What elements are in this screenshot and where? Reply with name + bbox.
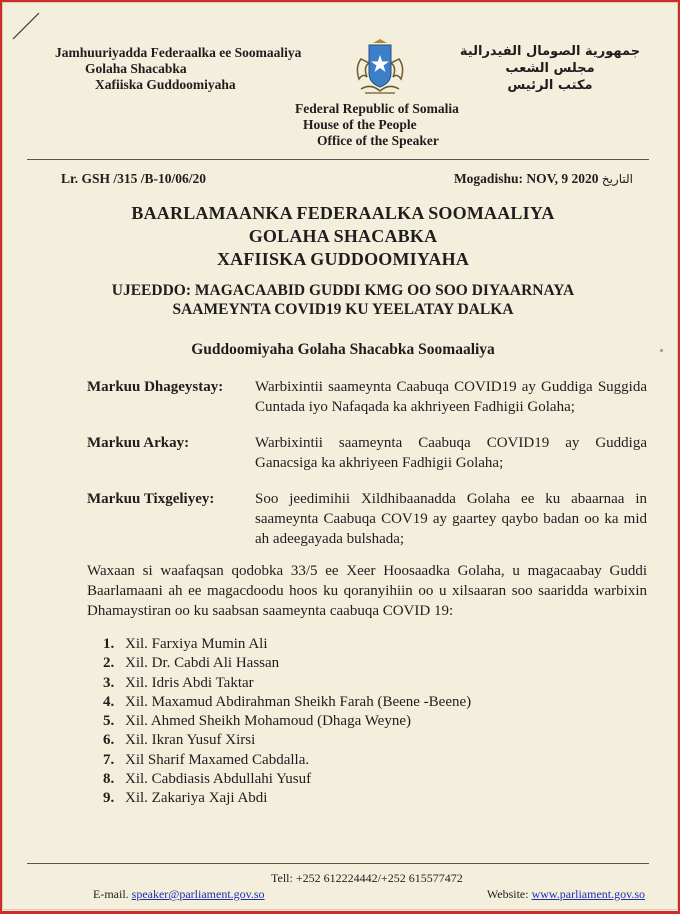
date-value: Mogadishu: NOV, 9 2020 bbox=[453, 171, 599, 186]
clause-considered bbox=[87, 489, 647, 549]
folded-corner-mark bbox=[11, 11, 41, 41]
member-number: 8. bbox=[103, 771, 115, 788]
clause-heard bbox=[87, 377, 647, 417]
institution-title-line: BAARLAMAANKA FEDERAALKA SOOMAALIYA bbox=[131, 203, 555, 223]
subject-title bbox=[3, 281, 678, 319]
member-name: Xil Sharif Maxamed Cabdalla. bbox=[125, 751, 310, 768]
header-arabic-line: جمهورية الصومال الفيدرالية bbox=[459, 44, 641, 59]
header-arabic bbox=[455, 43, 645, 94]
header-arabic-line: مجلس الشعب bbox=[505, 61, 595, 76]
list-item bbox=[103, 693, 523, 712]
letter-page bbox=[2, 2, 678, 910]
email-link[interactable]: speaker@parliament.gov.so bbox=[131, 887, 265, 901]
clause-label: Markuu Arkay: bbox=[87, 435, 190, 451]
list-item bbox=[103, 654, 523, 673]
member-name: Xil. Cabdiasis Abdullahi Yusuf bbox=[125, 771, 312, 788]
list-item bbox=[103, 674, 523, 693]
clause-text: Warbixintii saameynta Caabuqa COVID19 ay Guddiga Ganacsiga ka akhriyeen Fadhigii Golaha; bbox=[255, 435, 647, 471]
list-item bbox=[103, 635, 523, 654]
footer-divider bbox=[27, 863, 649, 864]
website-label: Website: bbox=[486, 887, 529, 901]
footer-website bbox=[487, 887, 645, 902]
committee-member-list bbox=[103, 635, 523, 809]
member-number: 6. bbox=[103, 732, 115, 749]
member-name: Xil. Ahmed Sheikh Mohamoud (Dhaga Weyne) bbox=[125, 713, 411, 730]
footer-email bbox=[93, 887, 265, 902]
somalia-coat-of-arms-icon bbox=[349, 37, 411, 99]
header-english bbox=[295, 101, 475, 149]
letter-date bbox=[454, 171, 633, 187]
header-somali bbox=[55, 45, 315, 93]
reference-number: Lr. GSH /315 /B-10/06/20 bbox=[61, 171, 207, 186]
issuer-title: Guddoomiyaha Golaha Shacabka Soomaaliya bbox=[191, 341, 495, 358]
clause-text: Warbixintii saameynta Caabuqa COVID19 ay Guddiga Suggida Cuntada iyo Nafaqada ka akhriyeen Fadhigii Golaha; bbox=[255, 379, 647, 415]
subject-title-line: UJEEDDO: MAGACAABID GUDDI KMG OO SOO DIYAARNAYA bbox=[111, 282, 575, 299]
list-item bbox=[103, 770, 523, 789]
date-label-arabic: التاريخ bbox=[601, 172, 633, 186]
member-name: Xil. Maxamud Abdirahman Sheikh Farah (Beene -Beene) bbox=[125, 693, 472, 710]
member-name: Xil. Ikran Yusuf Xirsi bbox=[125, 732, 256, 749]
header-english-line: Federal Republic of Somalia bbox=[295, 101, 459, 116]
member-number: 7. bbox=[103, 751, 115, 768]
list-item bbox=[103, 789, 523, 808]
member-number: 9. bbox=[103, 790, 115, 807]
website-link[interactable]: www.parliament.gov.so bbox=[531, 887, 645, 901]
header-english-line: Office of the Speaker bbox=[317, 133, 439, 148]
member-name: Xil. Idris Abdi Taktar bbox=[125, 674, 254, 691]
paper-speck bbox=[660, 349, 663, 352]
institution-title-line: GOLAHA SHACABKA bbox=[248, 226, 438, 246]
list-item bbox=[103, 751, 523, 770]
list-item bbox=[103, 712, 523, 731]
header-somali-line: Golaha Shacabka bbox=[85, 61, 187, 76]
header-divider bbox=[27, 159, 649, 160]
clause-seen bbox=[87, 433, 647, 473]
footer-phone: Tell: +252 612224442/+252 615577472 bbox=[271, 871, 463, 885]
header-somali-line: Xafiiska Guddoomiyaha bbox=[95, 77, 236, 92]
clause-label: Markuu Tixgeliyey: bbox=[87, 491, 215, 507]
list-item bbox=[103, 731, 523, 750]
member-name: Xil. Farxiya Mumin Ali bbox=[125, 636, 268, 652]
member-number: 5. bbox=[103, 713, 115, 730]
header-english-line: House of the People bbox=[303, 117, 417, 132]
clause-text: Soo jeedimihii Xildhibaanadda Golaha ee ku abaarnaa in saameynta Caabuqa COV19 ay gaartey qaybo badan oo ka mid ah adeegayada bulshada; bbox=[255, 491, 647, 547]
clause-label: Markuu Dhageystay: bbox=[87, 379, 224, 395]
member-name: Xil. Zakariya Xaji Abdi bbox=[125, 790, 268, 807]
institution-title bbox=[3, 202, 678, 271]
member-number: 4. bbox=[103, 693, 115, 710]
frame-left-edge bbox=[0, 0, 2, 914]
institution-title-line: XAFIISKA GUDDOOMIYAHA bbox=[216, 249, 470, 269]
appointment-paragraph: Waxaan si waafaqsan qodobka 33/5 ee Xeer Hoosaadka Golaha, u magacaabay Guddi Baarlamaani ah ee magacdoodu hoos ku qoranyihiin oo u xilsaaran soo saaridda warbixin Dhamaystiran oo ku saabsan saameynta caabuqa COVID 19: bbox=[87, 563, 647, 619]
member-number: 3. bbox=[103, 674, 115, 691]
member-name: Xil. Dr. Cabdi Ali Hassan bbox=[125, 655, 280, 672]
header-arabic-line: مكتب الرئيس bbox=[507, 78, 593, 93]
header-somali-line: Jamhuuriyadda Federaalka ee Soomaaliya bbox=[55, 45, 302, 60]
frame-top-edge bbox=[0, 0, 680, 2]
subject-title-line: SAAMEYNTA COVID19 KU YEELATAY DALKA bbox=[172, 301, 514, 318]
member-number: 2. bbox=[103, 655, 115, 672]
member-number: 1. bbox=[103, 636, 115, 652]
email-label: E-mail. bbox=[93, 887, 129, 901]
